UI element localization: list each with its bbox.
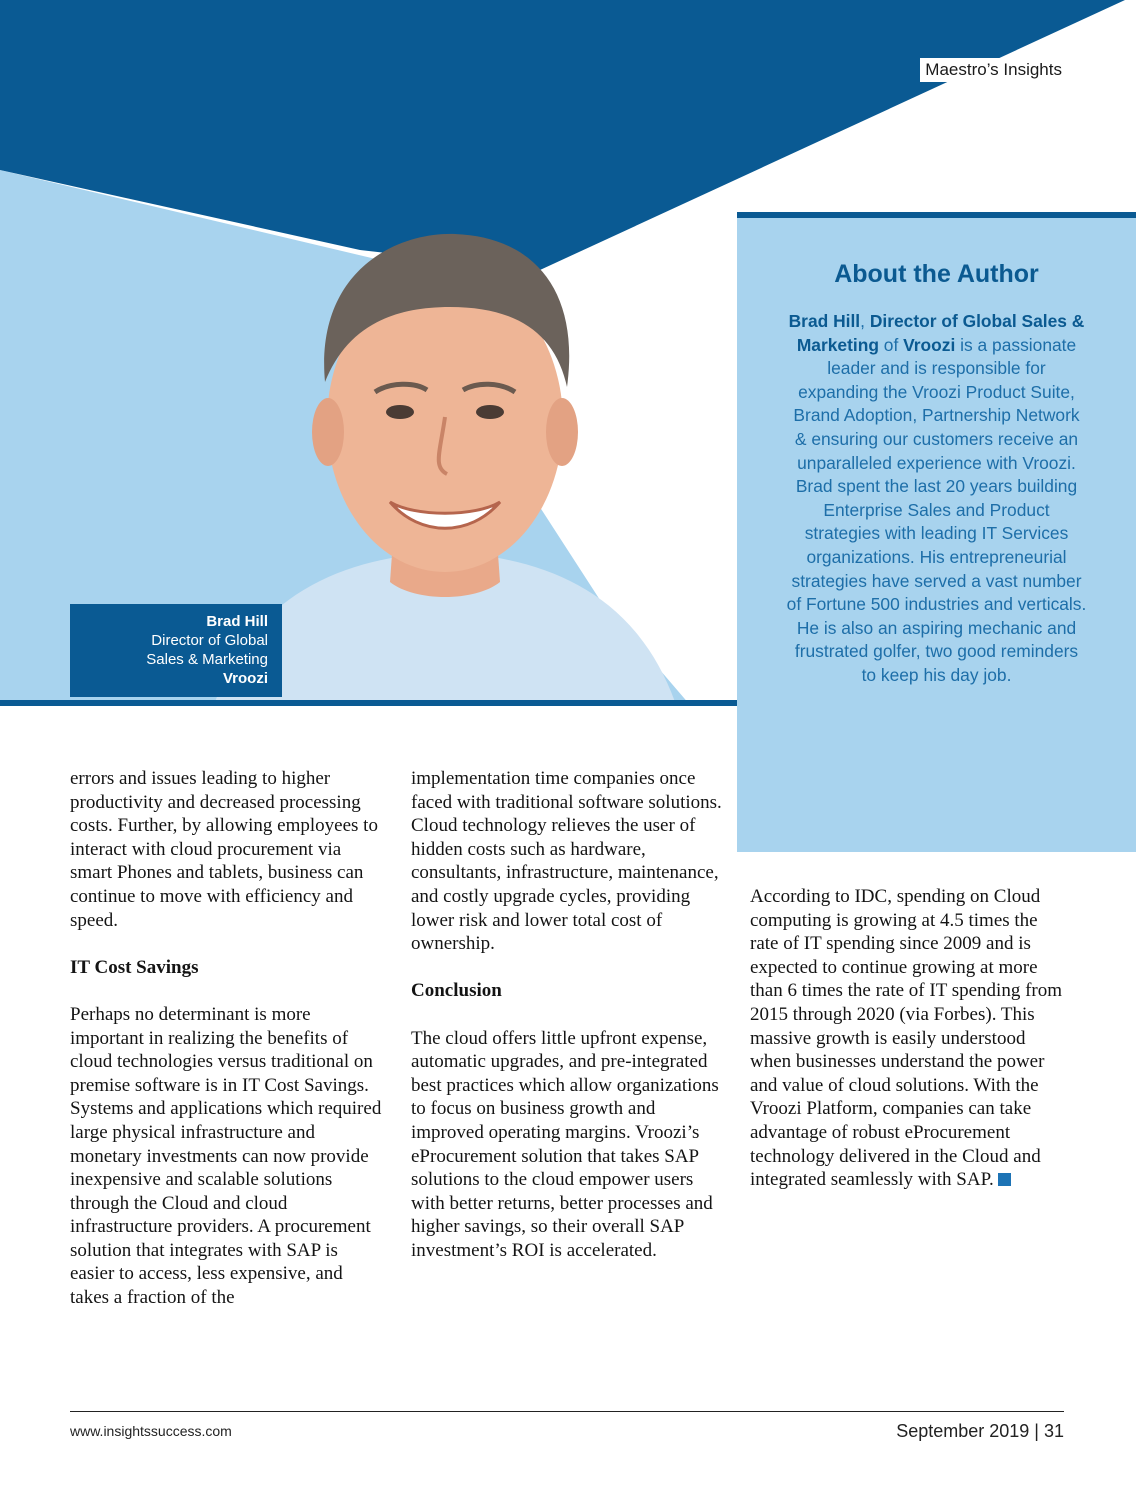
author-sep2: of xyxy=(878,334,904,355)
paragraph: errors and issues leading to higher productivity and decreased processing costs. Further, by allowing employees to interact with cloud procurement via smart Phones and tablets, business can continue to move with efficiency and speed. xyxy=(70,768,378,931)
author-bio: is a passionate leader and is responsible for expanding the Vroozi Product Suite, Brand Adoption, Partnership Network & ensuring our customers receive an unparalleled experience with Vroozi. Brad spent the last 20 years building Enterprise Sales and Product strategies with leading IT Services organizations. His entrepreneurial strategies have served a vast number of Fortune 500 industries and verticals. He is also an aspiring mechanic and frustrated golfer, two good reminders to keep his day job. xyxy=(786,334,1087,685)
author-role: Director of Global Sales & Marketing xyxy=(796,311,1085,355)
section-tag: Maestro’s Insights xyxy=(920,58,1066,82)
caption-name: Brad Hill xyxy=(206,613,268,630)
heading-conclusion: Conclusion xyxy=(411,980,502,1002)
caption-company: Vroozi xyxy=(222,670,268,687)
about-author-box xyxy=(737,212,1136,852)
paragraph: implementation time companies once faced with traditional software solutions. Cloud technology relieves the user of hidden costs such as hardware, consultants, infrastructure, maintenance, and costly upgrade cycles, providing lower risk and lower total cost of ownership. xyxy=(411,768,722,955)
article-column-2 xyxy=(411,767,726,1262)
caption-title-line2: Sales & Marketing xyxy=(146,651,268,668)
author-name: Brad Hill xyxy=(788,311,861,331)
author-company: Vroozi xyxy=(903,334,956,355)
about-author-title: About the Author xyxy=(834,260,1039,288)
article-column-3 xyxy=(750,885,1070,1192)
caption-title-line1: Director of Global xyxy=(151,632,268,649)
paragraph: Perhaps no determinant is more important in realizing the benefits of cloud technologies versus traditional on premise software is in IT Cost Savings. Systems and applications which required large physical infrastructure and monetary investments can now provide inexpensive and scalable solutions through the Cloud and cloud infrastructure providers. A procurement solution that integrates with SAP is easier to access, less expensive, and takes a fraction of the xyxy=(70,1003,382,1309)
article-column-1 xyxy=(70,767,385,1310)
heading-it-cost-savings: IT Cost Savings xyxy=(70,956,199,978)
paragraph xyxy=(750,885,1070,1192)
footer-website: www.insightssuccess.com xyxy=(70,1423,232,1439)
about-author-text xyxy=(787,310,1087,688)
end-mark-icon xyxy=(998,1173,1011,1186)
paragraph: The cloud offers little upfront expense, automatic upgrades, and pre-integrated best practices which allow organizations to focus on business growth and improved operating margins. Vroozi’s eProcurement solution that takes SAP solutions to the cloud empower users with better returns, better processes and higher savings, so their overall SAP investment’s ROI is accelerated. xyxy=(411,1027,719,1261)
photo-caption xyxy=(70,604,282,697)
footer-divider xyxy=(70,1411,1064,1412)
author-sep1: , xyxy=(860,311,870,331)
paragraph-text: According to IDC, spending on Cloud computing is growing at 4.5 times the rate of IT spending since 2009 and is expected to continue growing at more than 6 times the rate of IT spending from 2015 through 2020 (via Forbes). This massive growth is easily understood when businesses understand the power and value of cloud solutions. With the Vroozi Platform, companies can take advantage of robust eProcurement technology delivered in the Cloud and integrated seamlessly with SAP. xyxy=(750,886,1063,1191)
header-divider xyxy=(0,700,737,706)
footer-issue-page: September 2019 | 31 xyxy=(896,1421,1064,1441)
